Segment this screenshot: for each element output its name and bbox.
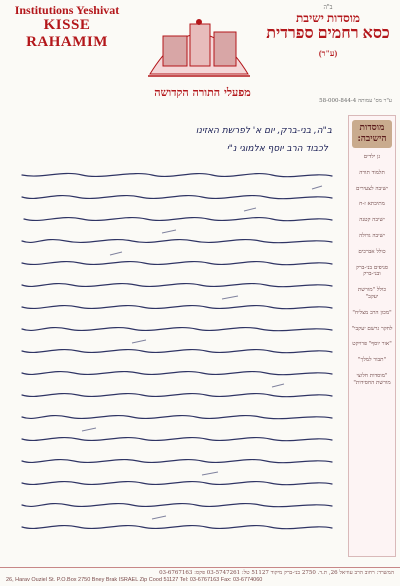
handwriting-strokes xyxy=(12,166,342,551)
top-mark: ב"ה xyxy=(323,4,333,11)
sidebar-item: לחקר גרשם יעקבי" xyxy=(351,325,393,332)
sidebar-item: ישיבה לצעירים xyxy=(356,185,388,192)
sidebar-item: "תבור למלך" xyxy=(357,357,387,364)
org-name-hebrew-line1: מוסדות ישיבת xyxy=(295,11,361,25)
org-name-english xyxy=(4,4,130,51)
sidebar-item: "אור יוסף" פרויקט xyxy=(352,341,392,348)
footer-english-address: 26, Harav Ouziel St. P.O.Box 2750 Bney Brak ISRAEL Zip Cood 51127 Tel: 03-6767163 Fax: 03-6774060 xyxy=(6,577,263,583)
sidebar-item: תלמוד תורה xyxy=(359,169,385,176)
org-suffix: (ע"ר) xyxy=(318,49,338,58)
sidebar-title: מוסדות הישיבה: xyxy=(352,120,392,148)
registration-line: 58-000-844-4 ע"ר מס' עמותה xyxy=(319,98,392,104)
sidebar-item: "מכון הרב מצליח" xyxy=(352,309,392,316)
handwritten-letter xyxy=(12,118,342,558)
footer-hebrew-address: המשרד: רחוב הרב עוזיאל 26, ת.ד. 2750 בני-ברק מיקוד 51127 טל: 03-5747261 פקס: 03-6767163 xyxy=(159,570,394,576)
org-name-hebrew-line2: כסא רחמים ספרדית (ע"ר) xyxy=(266,25,390,58)
sidebar-item: "מוסדות חלוצי מורשת החסידות" xyxy=(353,372,391,386)
letter-recipient: לכבוד הרב יוסף אלמוגי נ"י xyxy=(226,144,328,154)
sidebar-item: מתיבתא ז-ח xyxy=(359,201,385,208)
sidebar-item: כולל אברכים xyxy=(358,248,386,255)
sidebar-item: ישיבה גדולה xyxy=(359,232,385,239)
letter-date: ב"ה, בני-ברק, יום א' לפרשת האזינו xyxy=(195,126,332,136)
sidebar-item: כולל "מורשת יעקב" xyxy=(357,287,387,300)
sidebar-item: גן ילדים xyxy=(363,154,381,160)
org-name-hebrew xyxy=(262,4,394,63)
institutions-sidebar xyxy=(348,115,396,557)
org-name-english-line1: Institutions Yeshivat xyxy=(14,3,120,17)
org-name-english-line2: KISSE RAHAMIM xyxy=(26,17,108,50)
building-emblem xyxy=(140,4,258,90)
slogan-text: מפעלי התורה הקדושה xyxy=(154,86,251,99)
footer xyxy=(0,567,400,586)
sidebar-item: סניפים בני-ברק ובני-ברק xyxy=(356,264,388,278)
sidebar-item: ישיבה קטנה xyxy=(359,217,385,224)
